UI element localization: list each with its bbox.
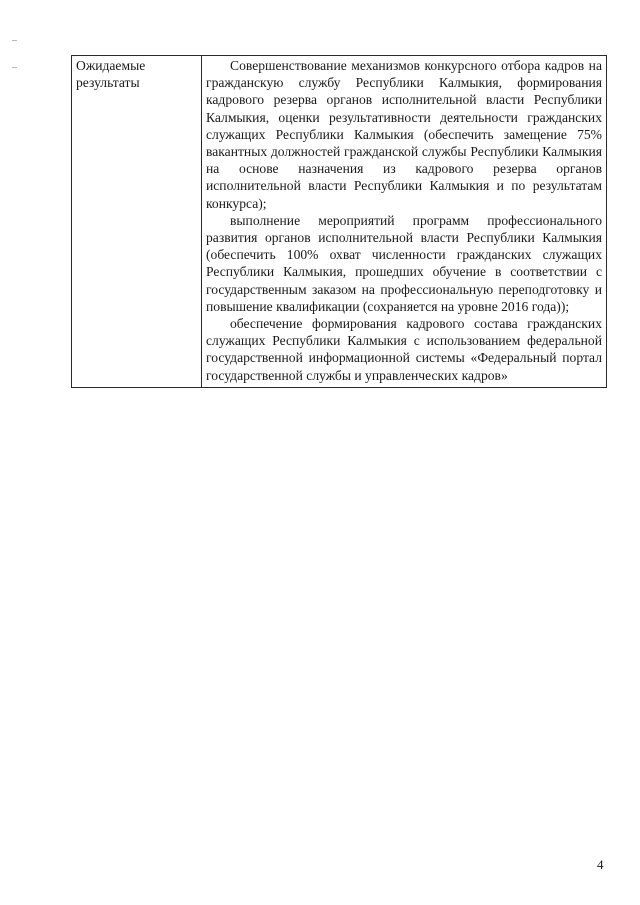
- paragraph-competitive-selection: Совершенствование механизмов конкурсного отбора кадров на гражданскую службу Республики Калмыкия, формирования кадрового резерва органов исполнительной власти Республики Калмыкия, оценки результативности деятельности гражданских служащих Республики Калмыкия (обеспечить замещение 75% вакантных должностей гражданской службы Республики Калмыкия на основе назначения из кадрового резерва органов исполнительной власти Республики Калмыкия и по результатам конкурса);: [206, 58, 602, 211]
- scan-mark: [12, 40, 17, 41]
- scan-mark: [12, 67, 17, 68]
- page-number: 4: [597, 857, 604, 872]
- paragraph-federal-portal: обеспечение формирования кадрового состава гражданских служащих Республики Калмыкия с использованием федеральной государственной информационной системы «Федеральный портал государственной службы и управленческих кадров»: [206, 316, 602, 383]
- paragraph-professional-development: выполнение мероприятий программ профессионального развития органов исполнительной власти Республики Калмыкия (обеспечить 100% охват численности гражданских служащих Республики Калмыкия, прошедших обучение в соответствии с государственным заказом на профессиональную переподготовку и повышение квалификации (сохраняется на уровне 2016 года));: [206, 212, 602, 314]
- table-row: [72, 56, 607, 388]
- label-line: результаты: [76, 75, 140, 91]
- label-line: Ожидаемые: [76, 58, 146, 73]
- content-cell: [202, 56, 607, 388]
- results-table: [71, 55, 607, 388]
- label-cell: [72, 56, 202, 388]
